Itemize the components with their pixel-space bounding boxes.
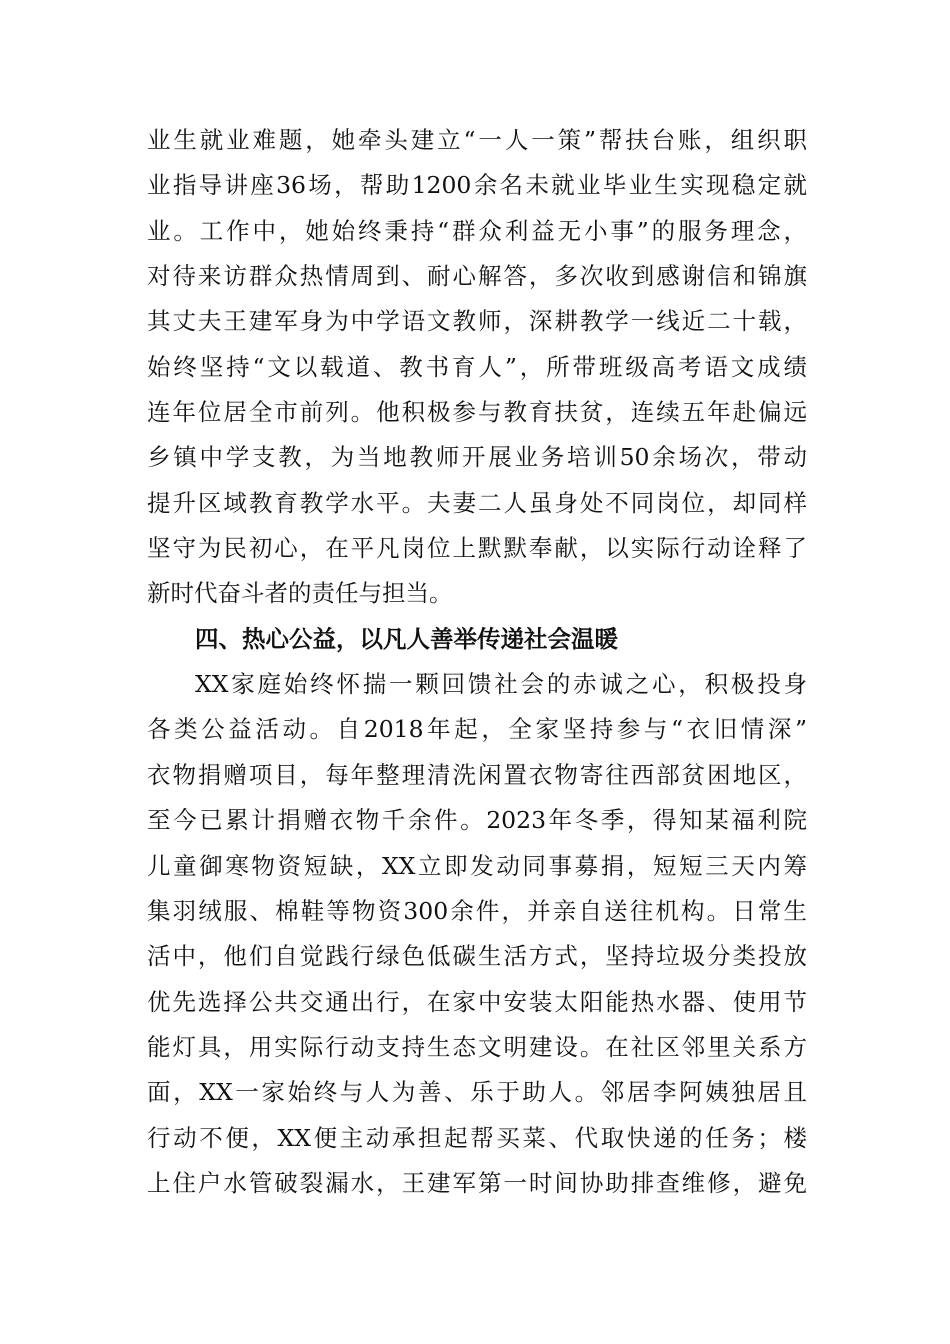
text-line: 始终坚持“文以载道、教书育人”，所带班级高考语文成绩 (147, 352, 807, 381)
text-line: 连年位居全市前列。他积极参与教育扶贫，连续五年赴偏远 (147, 398, 807, 427)
text-line: 衣物捐赠项目，每年整理清洗闲置衣物寄往西部贫困地区， (147, 760, 807, 789)
text-line: 至今已累计捐赠衣物千余件。2023年冬季，得知某福利院 (147, 806, 807, 835)
text-line: 活中，他们自觉践行绿色低碳生活方式，坚持垃圾分类投放 (147, 942, 807, 971)
section-heading: 四、热心公益，以凡人善举传递社会温暖 (195, 624, 618, 653)
text-line: 面，XX一家始终与人为善、乐于助人。邻居李阿姨独居且 (147, 1078, 807, 1107)
text-line: 各类公益活动。自2018年起，全家坚持参与“衣旧情深” (147, 715, 807, 744)
text-line: 乡镇中学支教，为当地教师开展业务培训50余场次，带动 (147, 443, 807, 472)
text-line: 能灯具，用实际行动支持生态文明建设。在社区邻里关系方 (147, 1032, 807, 1061)
text-line: XX家庭始终怀揣一颗回馈社会的赤诚之心，积极投身 (195, 670, 807, 699)
text-line: 集羽绒服、棉鞋等物资300余件，并亲自送往机构。日常生 (147, 896, 807, 925)
paragraph-public-welfare (147, 662, 807, 1206)
paragraph-work-dedication (147, 118, 807, 617)
text-line: 提升区域教育教学水平。夫妻二人虽身处不同岗位，却同样 (147, 488, 807, 517)
text-line: 行动不便，XX便主动承担起帮买菜、代取快递的任务；楼 (147, 1123, 807, 1152)
text-line: 上住户水管破裂漏水，王建军第一时间协助排查维修，避免 (147, 1168, 807, 1197)
text-line: 儿童御寒物资短缺，XX立即发动同事募捐，短短三天内筹 (147, 851, 807, 880)
text-line: 对待来访群众热情周到、耐心解答，多次收到感谢信和锦旗 (147, 262, 807, 291)
text-line: 业。工作中，她始终秉持“群众利益无小事”的服务理念， (147, 216, 807, 245)
text-line: 业指导讲座36场，帮助1200余名未就业毕业生实现稳定就 (147, 171, 807, 200)
text-line: 新时代奋斗者的责任与担当。 (147, 579, 453, 608)
document-page (147, 118, 807, 1206)
text-line: 其丈夫王建军身为中学语文教师，深耕教学一线近二十载， (147, 307, 807, 336)
text-line: 优先选择公共交通出行，在家中安装太阳能热水器、使用节 (147, 987, 807, 1016)
text-line: 坚守为民初心，在平凡岗位上默默奉献，以实际行动诠释了 (147, 534, 807, 563)
text-line: 业生就业难题，她牵头建立“一人一策”帮扶台账，组织职 (147, 126, 807, 154)
